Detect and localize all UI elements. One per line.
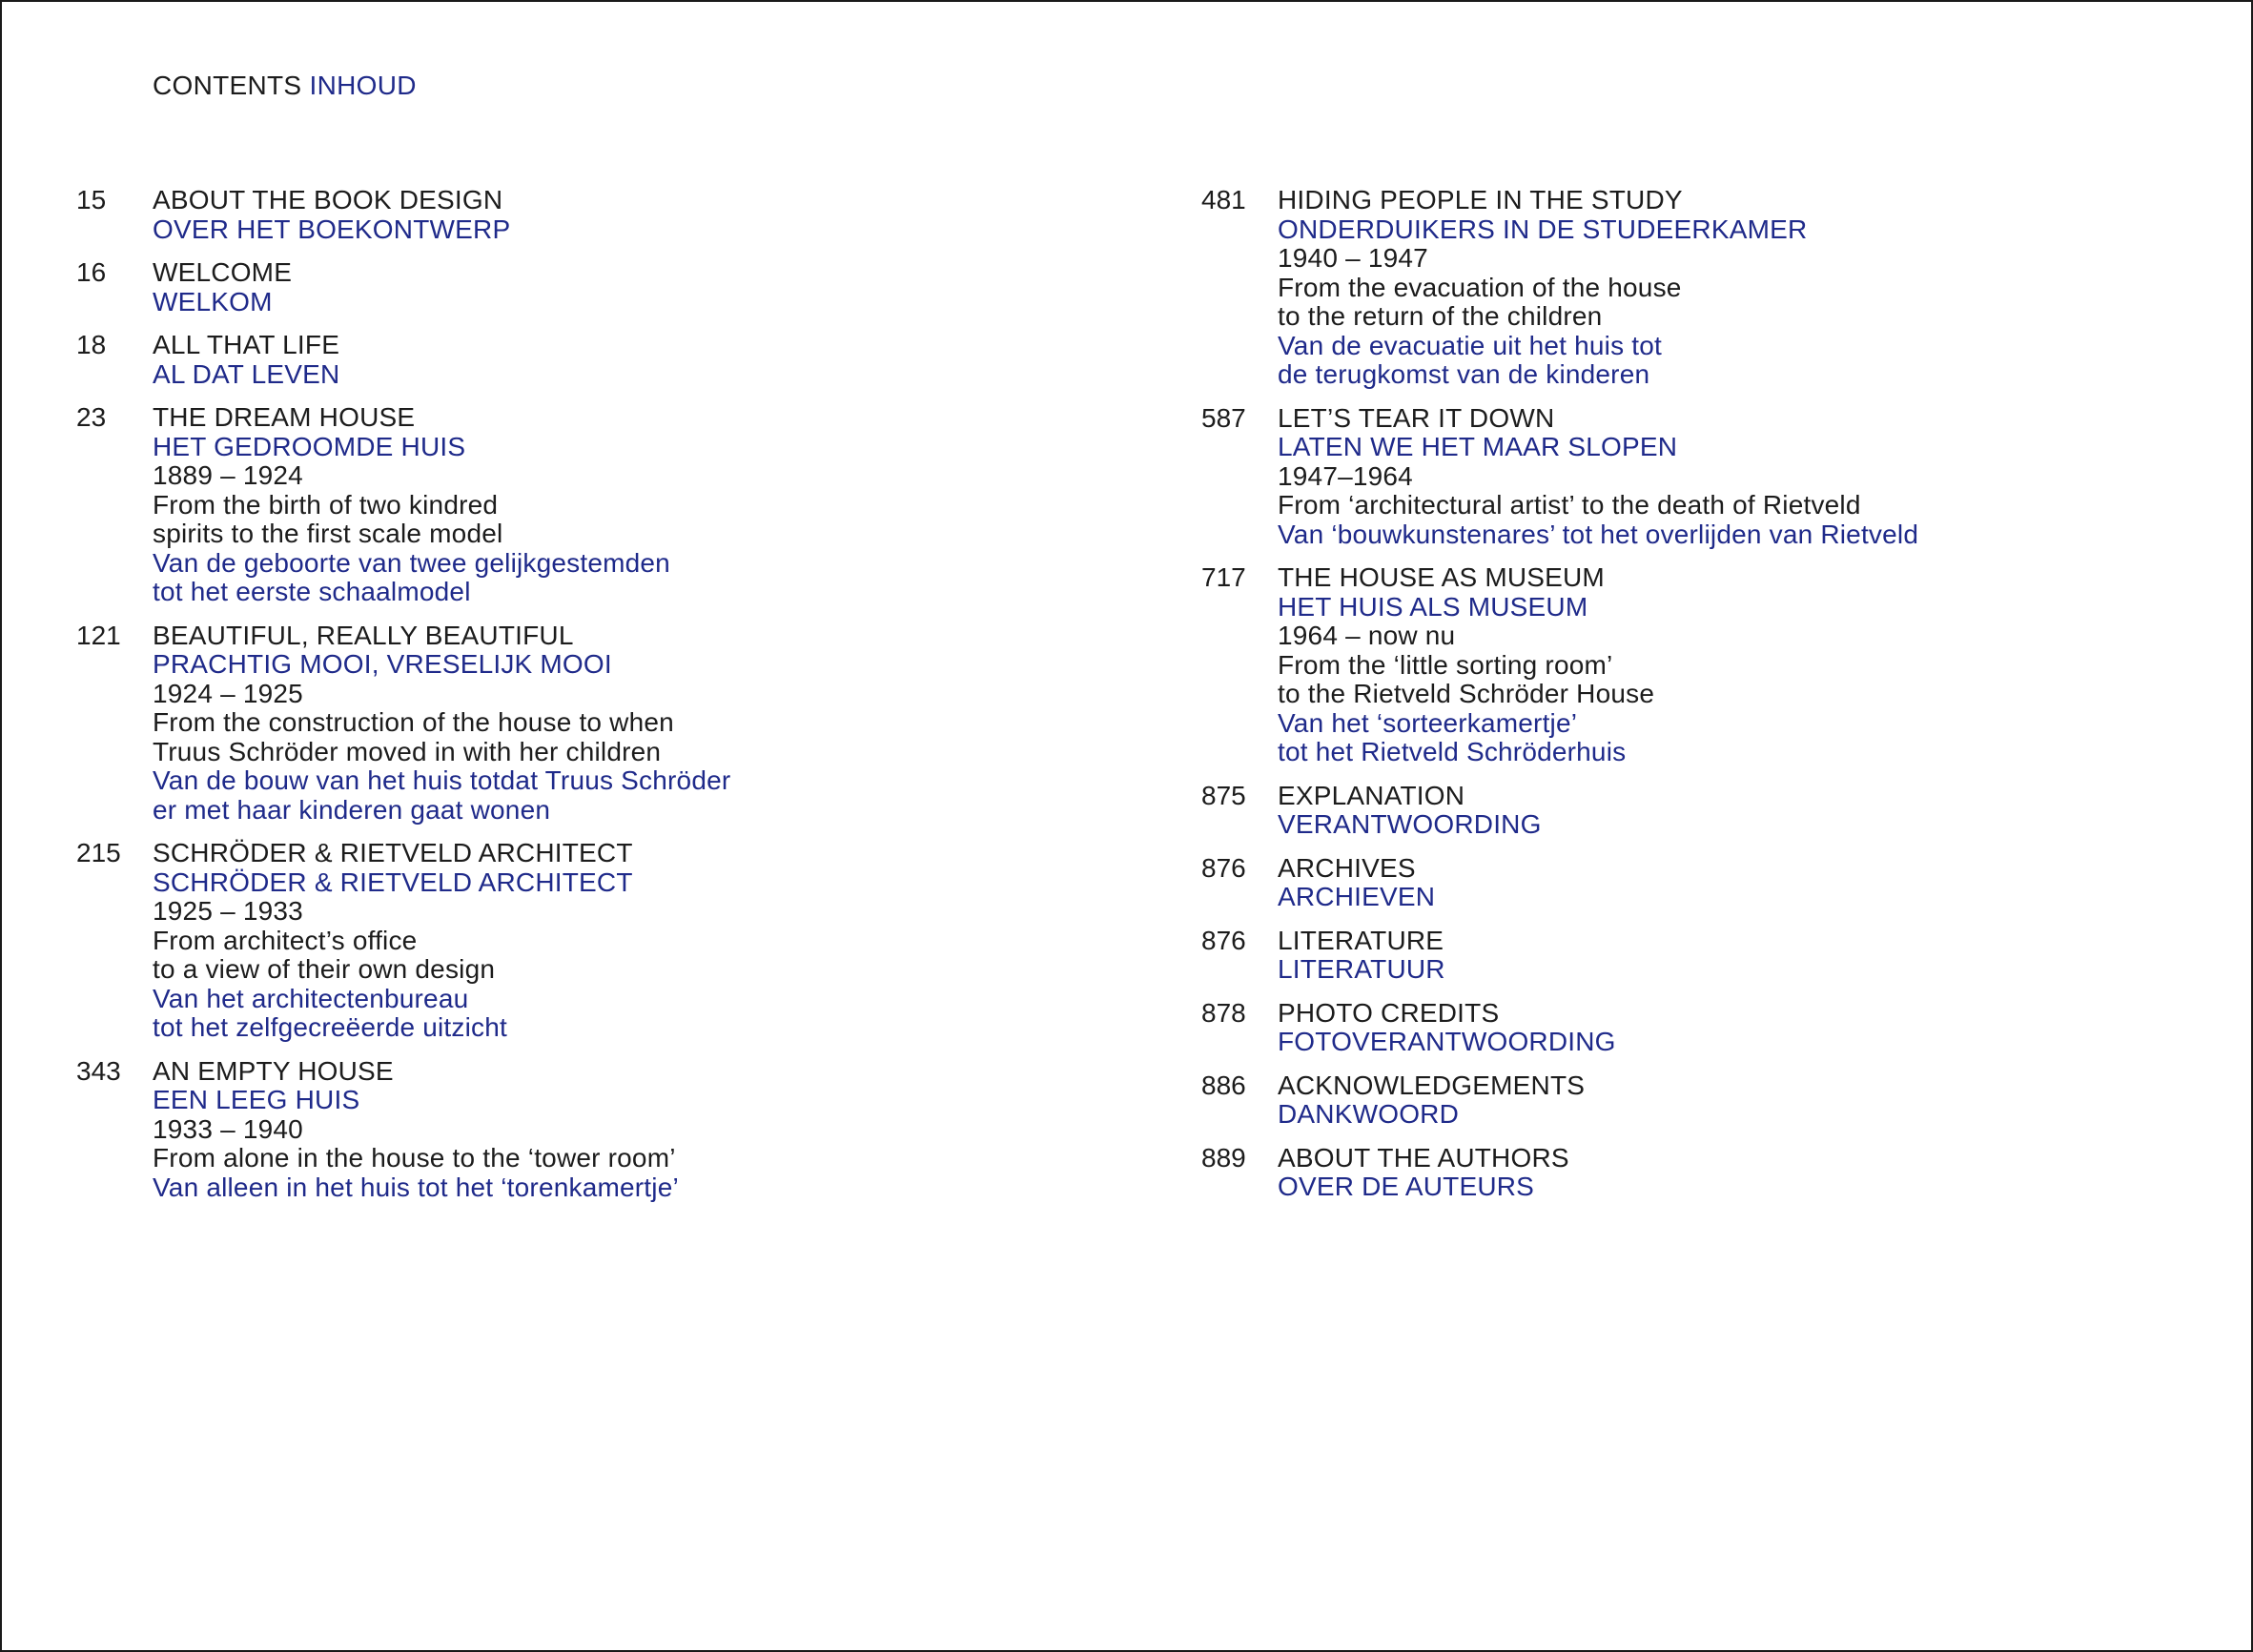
toc-page-number: 481 [1201,185,1246,214]
toc-line-english: From ‘architectural artist’ to the death of Rietveld [1278,490,1861,520]
contents-column-left [76,186,730,1216]
toc-line-english: EXPLANATION [1278,780,1465,810]
toc-line-dutch: AL DAT LEVEN [153,358,340,389]
toc-line-dutch: er met haar kinderen gaat wonen [153,794,551,825]
toc-page-number: 886 [1201,1070,1246,1100]
toc-entry-text [153,258,730,316]
toc-entry-text [153,331,730,389]
toc-line-dutch: tot het zelfgecreëerde uitzicht [153,1012,507,1042]
toc-line-dutch: Van de geboorte van twee gelijkgestemden [153,547,670,578]
toc-line-dutch: HET HUIS ALS MUSEUM [1278,591,1588,622]
toc-entry [76,258,730,316]
toc-line-english: ALL THAT LIFE [153,330,340,359]
toc-line-dutch: OVER DE AUTEURS [1278,1172,1535,1201]
toc-line-english: LITERATURE [1278,925,1444,955]
toc-line-english: WELCOME [153,257,293,287]
toc-line-dutch: LITERATUUR [1278,954,1445,984]
toc-line-dutch: OVER HET BOEKONTWERP [153,214,511,244]
toc-line-english: 1924 – 1925 [153,678,303,708]
toc-line-english: AN EMPTY HOUSE [153,1055,394,1086]
toc-line-english: to the return of the children [1278,301,1603,331]
toc-entry [76,1057,730,1203]
toc-page-number: 876 [1201,852,1246,883]
toc-line-english: HIDING PEOPLE IN THE STUDY [1278,185,1683,214]
toc-line-english: From the ‘little sorting room’ [1278,649,1613,680]
toc-entry [1201,563,1918,767]
toc-page-number: 343 [76,1055,121,1086]
toc-line-dutch: PRACHTIG MOOI, VRESELIJK MOOI [153,649,612,679]
toc-page-number: 215 [76,838,121,867]
toc-entry [1201,186,1918,390]
toc-line-dutch: HET GEDROOMDE HUIS [153,431,466,461]
toc-line-dutch: Van ‘bouwkunstenares’ tot het overlijden van Rietveld [1278,519,1919,549]
toc-line-dutch: WELKOM [153,286,273,316]
toc-entry-text [153,186,730,244]
toc-line-english: From alone in the house to the ‘tower room’ [153,1143,676,1173]
toc-line-english: ACKNOWLEDGEMENTS [1278,1070,1586,1100]
toc-entry [76,403,730,607]
toc-entry-text [153,622,730,826]
toc-line-english: From architect’s office [153,925,418,955]
toc-entry-text [1278,927,1918,985]
toc-line-dutch: ARCHIEVEN [1278,882,1436,911]
toc-line-dutch: EEN LEEG HUIS [153,1085,360,1114]
toc-line-english: THE DREAM HOUSE [153,402,416,432]
toc-entry-text [1278,1071,1918,1130]
toc-entry-text [1278,999,1918,1057]
page-title-english: CONTENTS [153,71,302,100]
toc-line-english: SCHRÖDER & RIETVELD ARCHITECT [153,838,633,867]
toc-line-english: ARCHIVES [1278,852,1416,883]
toc-line-english: to the Rietveld Schröder House [1278,679,1655,708]
toc-page-number: 875 [1201,780,1246,810]
toc-line-english: PHOTO CREDITS [1278,997,1500,1028]
toc-line-english: Truus Schröder moved in with her children [153,736,662,766]
toc-entry [1201,854,1918,912]
toc-page-number: 717 [1201,562,1246,592]
toc-line-english: 1889 – 1924 [153,460,303,490]
toc-line-english: 1964 – now nu [1278,621,1456,650]
toc-line-dutch: tot het Rietveld Schröderhuis [1278,737,1627,766]
toc-line-english: 1940 – 1947 [1278,243,1428,273]
toc-page-number: 121 [76,620,121,650]
toc-page-number: 876 [1201,925,1246,955]
toc-line-dutch: tot het eerste schaalmodel [153,577,471,606]
toc-entry [76,622,730,826]
toc-line-dutch: Van de bouw van het huis totdat Truus Schröder [153,765,731,795]
toc-line-dutch: LATEN WE HET MAAR SLOPEN [1278,432,1678,461]
toc-line-english: ABOUT THE BOOK DESIGN [153,185,503,214]
toc-line-english: From the evacuation of the house [1278,272,1682,302]
toc-entry-text [1278,1144,1918,1202]
toc-entry [1201,999,1918,1057]
toc-line-dutch: Van het ‘sorteerkamertje’ [1278,707,1578,738]
toc-line-dutch: Van de evacuatie uit het huis tot [1278,330,1663,360]
toc-entry [76,839,730,1043]
toc-line-dutch: ONDERDUIKERS IN DE STUDEERKAMER [1278,214,1808,244]
toc-line-english: From the birth of two kindred [153,489,499,520]
toc-line-dutch: VERANTWOORDING [1278,809,1542,839]
toc-line-english: spirits to the first scale model [153,519,503,548]
toc-entry [1201,927,1918,985]
toc-page-number: 15 [76,185,107,214]
toc-line-english: to a view of their own design [153,954,496,984]
toc-entry [1201,404,1918,550]
toc-page-number: 587 [1201,402,1246,433]
toc-page-number: 18 [76,330,107,359]
toc-line-dutch: de terugkomst van de kinderen [1278,359,1650,389]
contents-column-right [1201,186,1918,1216]
toc-entry-text [1278,186,1918,390]
toc-line-english: From the construction of the house to when [153,707,674,737]
toc-entry-text [1278,404,1918,550]
toc-line-english: THE HOUSE AS MUSEUM [1278,562,1605,592]
toc-entry [1201,782,1918,840]
toc-line-dutch: SCHRÖDER & RIETVELD ARCHITECT [153,867,633,897]
toc-entry-text [1278,782,1918,840]
toc-entry-text [1278,563,1918,767]
toc-line-dutch: FOTOVERANTWOORDING [1278,1027,1616,1056]
toc-line-english: BEAUTIFUL, REALLY BEAUTIFUL [153,620,574,650]
toc-line-dutch: Van het architectenbureau [153,983,469,1013]
toc-line-english: LET’S TEAR IT DOWN [1278,402,1555,433]
toc-entry [76,331,730,389]
page-title-dutch: INHOUD [309,71,417,100]
toc-line-dutch: Van alleen in het huis tot het ‘torenkamertje’ [153,1172,679,1202]
toc-entry-text [153,839,730,1043]
toc-line-english: 1933 – 1940 [153,1113,303,1144]
toc-line-english: 1947–1964 [1278,460,1413,491]
toc-entry [1201,1071,1918,1130]
toc-entry-text [153,403,730,607]
toc-page-number: 23 [76,402,107,432]
toc-line-english: ABOUT THE AUTHORS [1278,1142,1569,1173]
toc-entry [1201,1144,1918,1202]
toc-page-number: 889 [1201,1142,1246,1173]
toc-page-number: 16 [76,257,107,287]
toc-entry [76,186,730,244]
toc-entry-text [1278,854,1918,912]
toc-page-number: 878 [1201,997,1246,1028]
toc-line-dutch: DANKWOORD [1278,1099,1460,1129]
page-title [153,69,417,103]
toc-line-english: 1925 – 1933 [153,896,303,926]
toc-entry-text [153,1057,730,1203]
